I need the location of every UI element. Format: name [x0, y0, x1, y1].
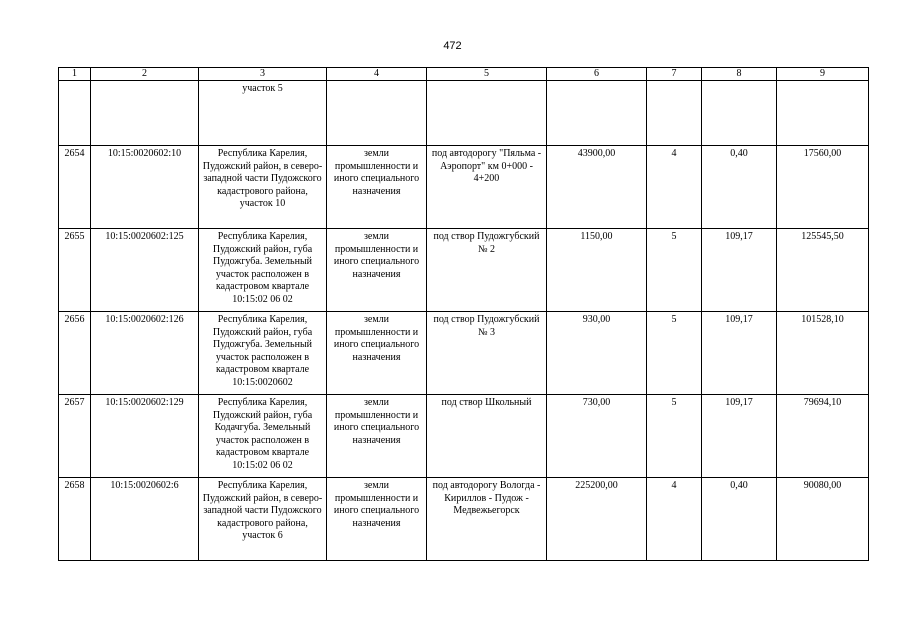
- cell-cadastral: 10:15:0020602:6: [91, 478, 199, 561]
- cell-rate: 109,17: [702, 395, 777, 478]
- cell-amount: 101528,10: [777, 312, 869, 395]
- cell-purpose: [427, 81, 547, 146]
- cell-category: земли промышленности и иного специального назначения: [327, 229, 427, 312]
- cell-num: 2654: [59, 146, 91, 229]
- table-row: [59, 312, 869, 395]
- header-col-1: 1: [59, 68, 91, 81]
- cell-purpose: под створ Пудожгубский № 3: [427, 312, 547, 395]
- continuation-row: [59, 81, 869, 146]
- cell-purpose: под автодорогу Вологда - Кириллов - Пудож - Медвежьегорск: [427, 478, 547, 561]
- header-col-8: 8: [702, 68, 777, 81]
- cell-amount: 125545,50: [777, 229, 869, 312]
- cell-area: 1150,00: [547, 229, 647, 312]
- header-col-7: 7: [647, 68, 702, 81]
- cell-group: 4: [647, 478, 702, 561]
- table-row: [59, 478, 869, 561]
- table-row: [59, 395, 869, 478]
- cell-cadastral: [91, 81, 199, 146]
- cell-cadastral: 10:15:0020602:129: [91, 395, 199, 478]
- cell-category: земли промышленности и иного специального назначения: [327, 395, 427, 478]
- cell-group: 4: [647, 146, 702, 229]
- cell-category: земли промышленности и иного специального назначения: [327, 312, 427, 395]
- cell-location: Республика Карелия, Пудожский район, губа Кодачгуба. Земельный участок расположен в кадастровом квартале 10:15:02 06 02: [199, 395, 327, 478]
- header-col-2: 2: [91, 68, 199, 81]
- cell-num: 2655: [59, 229, 91, 312]
- cell-rate: [702, 81, 777, 146]
- cell-rate: 0,40: [702, 478, 777, 561]
- header-col-3: 3: [199, 68, 327, 81]
- cell-amount: 17560,00: [777, 146, 869, 229]
- cell-location: Республика Карелия, Пудожский район, губа Пудожгуба. Земельный участок расположен в кадастровом квартале 10:15:0020602: [199, 312, 327, 395]
- cell-category: [327, 81, 427, 146]
- header-col-6: 6: [547, 68, 647, 81]
- page-number: 472: [443, 40, 462, 52]
- header-row: [59, 68, 869, 81]
- cell-cadastral: 10:15:0020602:10: [91, 146, 199, 229]
- cell-area: [547, 81, 647, 146]
- cell-location: Республика Карелия, Пудожский район, в северо-западной части Пудожского кадастрового района, участок 10: [199, 146, 327, 229]
- cell-rate: 0,40: [702, 146, 777, 229]
- cell-category: земли промышленности и иного специального назначения: [327, 478, 427, 561]
- header-col-9: 9: [777, 68, 869, 81]
- cell-location: участок 5: [199, 81, 327, 146]
- cell-purpose: под створ Пудожгубский № 2: [427, 229, 547, 312]
- cell-group: [647, 81, 702, 146]
- header-col-4: 4: [327, 68, 427, 81]
- cell-area: 43900,00: [547, 146, 647, 229]
- cell-purpose: под створ Школьный: [427, 395, 547, 478]
- cell-amount: 90080,00: [777, 478, 869, 561]
- table-row: [59, 229, 869, 312]
- cell-category: земли промышленности и иного специального назначения: [327, 146, 427, 229]
- cell-group: 5: [647, 229, 702, 312]
- land-register-table: [58, 67, 869, 561]
- cell-area: 930,00: [547, 312, 647, 395]
- cell-location: Республика Карелия, Пудожский район, в северо-западной части Пудожского кадастрового района, участок 6: [199, 478, 327, 561]
- header-col-5: 5: [427, 68, 547, 81]
- cell-num: 2658: [59, 478, 91, 561]
- cell-cadastral: 10:15:0020602:126: [91, 312, 199, 395]
- cell-location: Республика Карелия, Пудожский район, губа Пудожгуба. Земельный участок расположен в кадастровом квартале 10:15:02 06 02: [199, 229, 327, 312]
- cell-rate: 109,17: [702, 229, 777, 312]
- cell-area: 225200,00: [547, 478, 647, 561]
- cell-amount: 79694,10: [777, 395, 869, 478]
- cell-cadastral: 10:15:0020602:125: [91, 229, 199, 312]
- cell-rate: 109,17: [702, 312, 777, 395]
- cell-purpose: под автодорогу "Пяльма - Аэропорт" км 0+000 - 4+200: [427, 146, 547, 229]
- cell-group: 5: [647, 312, 702, 395]
- cell-amount: [777, 81, 869, 146]
- cell-num: 2657: [59, 395, 91, 478]
- table-row: [59, 146, 869, 229]
- cell-group: 5: [647, 395, 702, 478]
- cell-num: 2656: [59, 312, 91, 395]
- cell-num: [59, 81, 91, 146]
- cell-area: 730,00: [547, 395, 647, 478]
